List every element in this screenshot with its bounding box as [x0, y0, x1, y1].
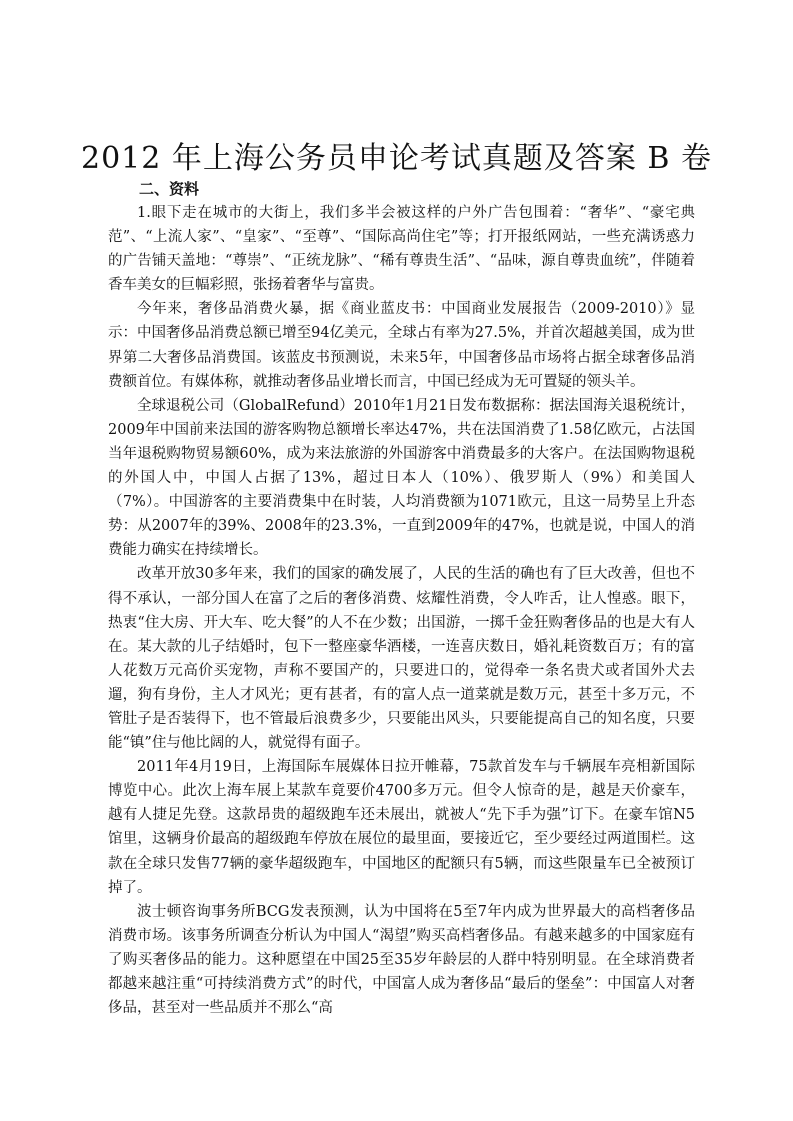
paragraph-4: 改革开放30多年来，我们的国家的确发展了，人民的生活的确也有了巨大改善，但也不得不承认，一部分国人在富了之后的奢侈消费、炫耀性消费，令人咋舌，让人惶惑。眼下，热衷“住大房、开大车、吃大餐”的人不在少数；出国游，一掷千金狂购奢侈品的也是大有人在。某大款的儿子结婚时，包下一整座豪华酒楼，一连喜庆数日，婚礼耗资数百万；有的富人花数万元高价买宠物，声称不要国产的，只要进口的，觉得牵一条名贵犬或者国外犬去遛，狗有身份，主人才风光；更有甚者，有的富人点一道菜就是数万元，甚至十多万元，不管肚子是否装得下，也不管最后浪费多少，只要能出风头，只要能提高自己的知名度，只要能“镇”住与他比阔的人，就觉得有面子。 [108, 566, 695, 752]
paragraph-2: 今年来，奢侈品消费火暴，据《商业蓝皮书：中国商业发展报告（2009-2010）》显示：中国奢侈品消费总额已增至94亿美元，全球占有率为27.5%，并首次超越美国，成为世界第二大奢侈品消费国。该蓝皮书预测说，未来5年，中国奢侈品市场将占据全球奢侈品消费额首位。有媒体称，就推动奢侈品业增长而言，中国已经成为无可置疑的领头羊。 [108, 301, 695, 390]
paragraph-1: 1.眼下走在城市的大街上，我们多半会被这样的户外广告包围着：“奢华”、“豪宅典范”、“上流人家”、“皇家”、“至尊”、“国际高尚住宅”等；打开报纸网站，一些充满诱惑力的广告铺天盖地：“尊崇”、“正统龙脉”、“稀有尊贵生活”、“品味，源自尊贵血统”，伴随着香车美女的巨幅彩照，张扬着奢华与富贵。 [108, 205, 695, 294]
document-title: 2012 年上海公务员申论考试真题及答案 B 卷 [80, 141, 712, 176]
document-body [108, 201, 695, 1020]
section-heading: 二、资料 [139, 180, 200, 198]
paragraph-5: 2011年4月19日，上海国际车展媒体日拉开帷幕，75款首发车与千辆展车亮相新国际博览中心。此次上海车展上某款车竟要价4700多万元。但令人惊奇的是，越是天价豪车，越有人捷足先登。这款昂贵的超级跑车还未展出，就被人“先下手为强”订下。在豪车馆N5馆里，这辆身价最高的超级跑车停放在展位的最里面，要接近它，至少要经过两道围栏。这款在全球只发售77辆的豪华超级跑车，中国地区的配额只有5辆，而这些限量车已全被预订掉了。 [108, 759, 695, 896]
paragraph-3: 全球退税公司（GlobalRefund）2010年1月21日发布数据称：据法国海关退税统计，2009年中国前来法国的游客购物总额增长率达47%，共在法国消费了1.58亿欧元，占法国当年退税购物贸易额60%，成为来法旅游的外国游客中消费最多的大客户。在法国购物退税的外国人中，中国人占据了13%，超过日本人（10%）、俄罗斯人（9%）和美国人（7%）。中国游客的主要消费集中在时装，人均消费额为1071欧元，且这一局势呈上升态势：从2007年的39%、2008年的23.3%，一直到2009年的47%，也就是说，中国人的消费能力确实在持续增长。 [108, 397, 695, 559]
paragraph-6: 波士顿咨询事务所BCG发表预测，认为中国将在5至7年内成为世界最大的高档奢侈品消费市场。该事务所调查分析认为中国人“渴望”购买高档奢侈品。有越来越多的中国家庭有了购买奢侈品的能力。这种愿望在中国25至35岁年龄层的人群中特别明显。在全球消费者都越来越注重“可持续消费方式”的时代，中国富人成为奢侈品“最后的堡垒”：中国富人对奢侈品，甚至对一些品质并不那么“高 [108, 903, 695, 1017]
